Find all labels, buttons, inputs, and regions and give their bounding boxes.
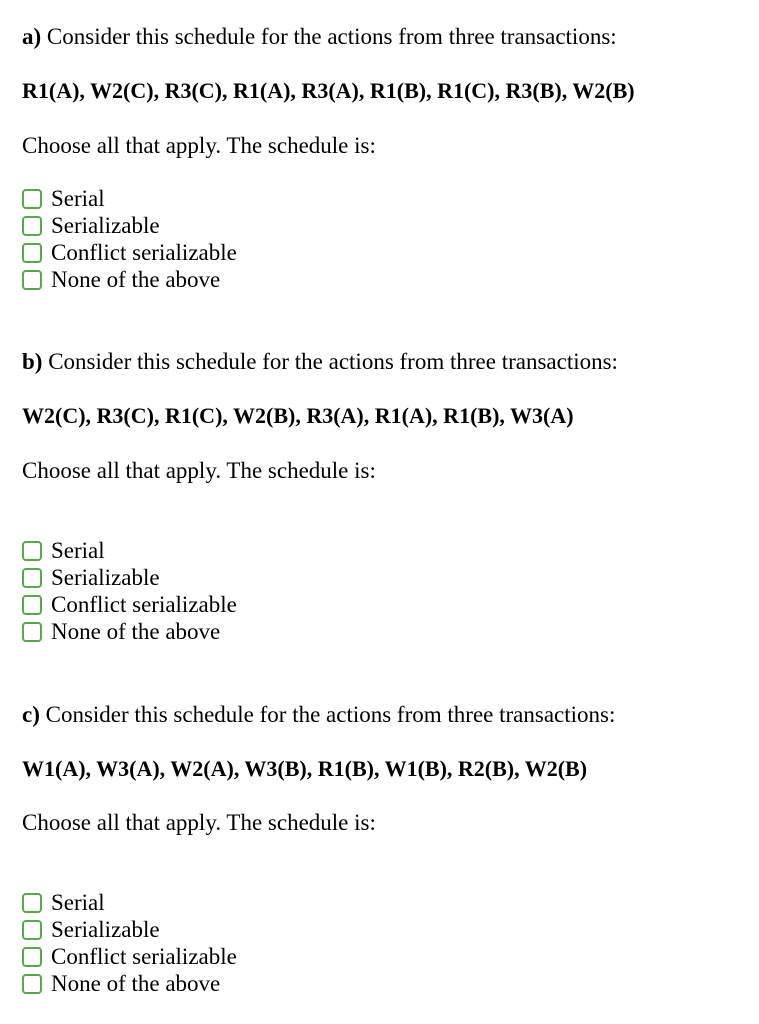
question-c-intro: [22, 703, 615, 726]
option-none-of-the-above[interactable]: [22, 266, 237, 293]
option-serial[interactable]: [22, 537, 237, 564]
option-serial[interactable]: [22, 889, 237, 916]
question-b-instruction: Choose all that apply. The schedule is:: [22, 458, 376, 483]
checkbox[interactable]: [22, 568, 42, 588]
checkbox[interactable]: [22, 243, 42, 263]
question-a-options: [22, 185, 237, 293]
checkbox[interactable]: [22, 920, 42, 940]
checkbox[interactable]: [22, 974, 42, 994]
question-letter: c): [22, 702, 40, 727]
option-serializable[interactable]: [22, 212, 237, 239]
option-label: Serializable: [51, 565, 160, 590]
question-a-intro: [22, 25, 617, 48]
question-a-schedule: R1(A), W2(C), R3(C), R1(A), R3(A), R1(B), R1(C), R3(B), W2(B): [22, 78, 635, 103]
question-intro-text: Consider this schedule for the actions from three transactions:: [39, 702, 616, 727]
checkbox[interactable]: [22, 189, 42, 209]
option-serial[interactable]: [22, 185, 237, 212]
question-b-schedule: W2(C), R3(C), R1(C), W2(B), R3(A), R1(A), R1(B), W3(A): [22, 403, 574, 428]
option-conflict-serializable[interactable]: [22, 239, 237, 266]
option-label: Serial: [51, 890, 105, 915]
question-b-options: [22, 537, 237, 645]
question-b-intro: [22, 350, 618, 373]
option-conflict-serializable[interactable]: [22, 591, 237, 618]
option-label: Conflict serializable: [51, 592, 237, 617]
question-c-options: [22, 889, 237, 997]
checkbox[interactable]: [22, 270, 42, 290]
question-a-instruction: Choose all that apply. The schedule is:: [22, 133, 376, 158]
checkbox[interactable]: [22, 595, 42, 615]
option-serializable[interactable]: [22, 916, 237, 943]
question-letter: b): [22, 349, 43, 374]
question-intro-text: Consider this schedule for the actions from three transactions:: [42, 349, 618, 374]
checkbox[interactable]: [22, 622, 42, 642]
option-label: Conflict serializable: [51, 240, 237, 265]
checkbox[interactable]: [22, 541, 42, 561]
option-label: None of the above: [51, 619, 221, 644]
option-none-of-the-above[interactable]: [22, 970, 237, 997]
checkbox[interactable]: [22, 216, 42, 236]
option-label: Conflict serializable: [51, 944, 237, 969]
option-none-of-the-above[interactable]: [22, 618, 237, 645]
question-intro-text: Consider this schedule for the actions from three transactions:: [41, 24, 617, 49]
question-letter: a): [22, 24, 42, 49]
option-label: None of the above: [51, 267, 221, 292]
checkbox[interactable]: [22, 893, 42, 913]
question-c-schedule: W1(A), W3(A), W2(A), W3(B), R1(B), W1(B), R2(B), W2(B): [22, 756, 588, 781]
option-label: None of the above: [51, 971, 221, 996]
option-label: Serial: [51, 186, 105, 211]
question-c-instruction: Choose all that apply. The schedule is:: [22, 810, 376, 835]
option-label: Serializable: [51, 917, 160, 942]
option-serializable[interactable]: [22, 564, 237, 591]
option-conflict-serializable[interactable]: [22, 943, 237, 970]
option-label: Serial: [51, 538, 105, 563]
option-label: Serializable: [51, 213, 160, 238]
checkbox[interactable]: [22, 947, 42, 967]
